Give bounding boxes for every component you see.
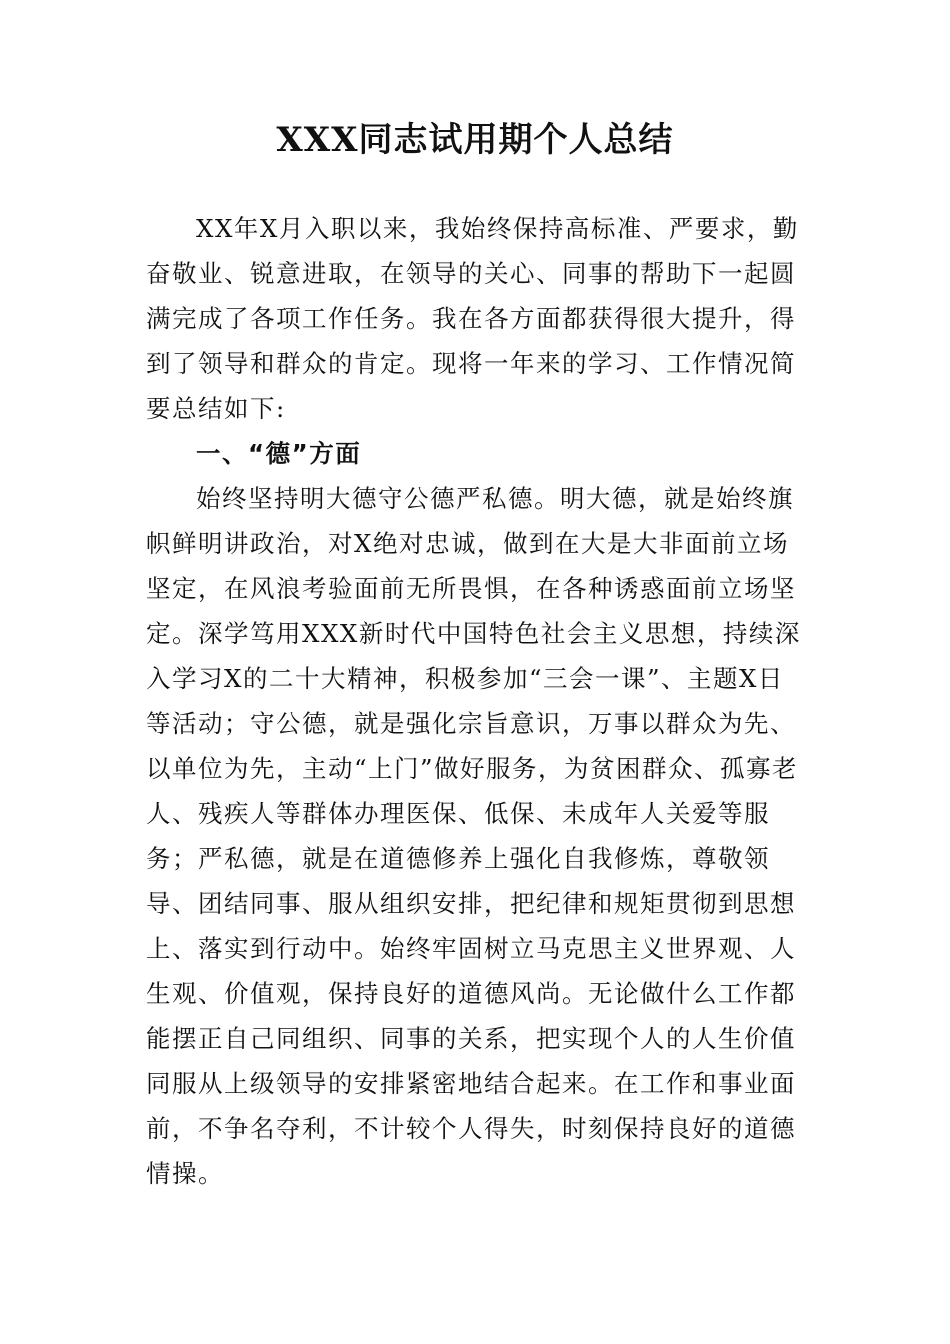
document-body <box>146 206 806 1196</box>
intro-paragraph: XX年X月入职以来，我始终保持高标准、严要求，勤奋敬业、锐意进取，在领导的关心、同事的帮助下一起圆满完成了各项工作任务。我在各方面都获得很大提升，得到了领导和群众的肯定。现将一年来的学习、工作情况简要总结如下: <box>146 214 799 423</box>
section-heading-de: 一、“德”方面 <box>196 439 362 468</box>
section-paragraph-de: 始终坚持明大德守公德严私德。明大德，就是始终旗帜鲜明讲政治，对X绝对忠诚，做到在大是大非面前立场坚定，在风浪考验面前无所畏惧，在各种诱惑面前立场坚定。深学笃用XXX新时代中国特色社会主义思想，持续深入学习X的二十大精神，积极参加“三会一课”、主题X日等活动；守公德，就是强化宗旨意识，万事以群众为先、以单位为先，主动“上门”做好服务，为贫困群众、孤寡老人、残疾人等群体办理医保、低保、未成年人关爱等服务；严私德，就是在道德修养上强化自我修炼，尊敬领导、团结同事、服从组织安排，把纪律和规矩贯彻到思想上、落实到行动中。始终牢固树立马克思主义世界观、人生观、价值观，保持良好的道德风尚。无论做什么工作都能摆正自己同组织、同事的关系，把实现个人的人生价值同服从上级领导的安排紧密地结合起来。在工作和事业面前，不争名夺利，不计较个人得失，时刻保持良好的道德情操。 <box>146 484 801 1188</box>
document-title: XXX同志试用期个人总结 <box>276 120 674 160</box>
